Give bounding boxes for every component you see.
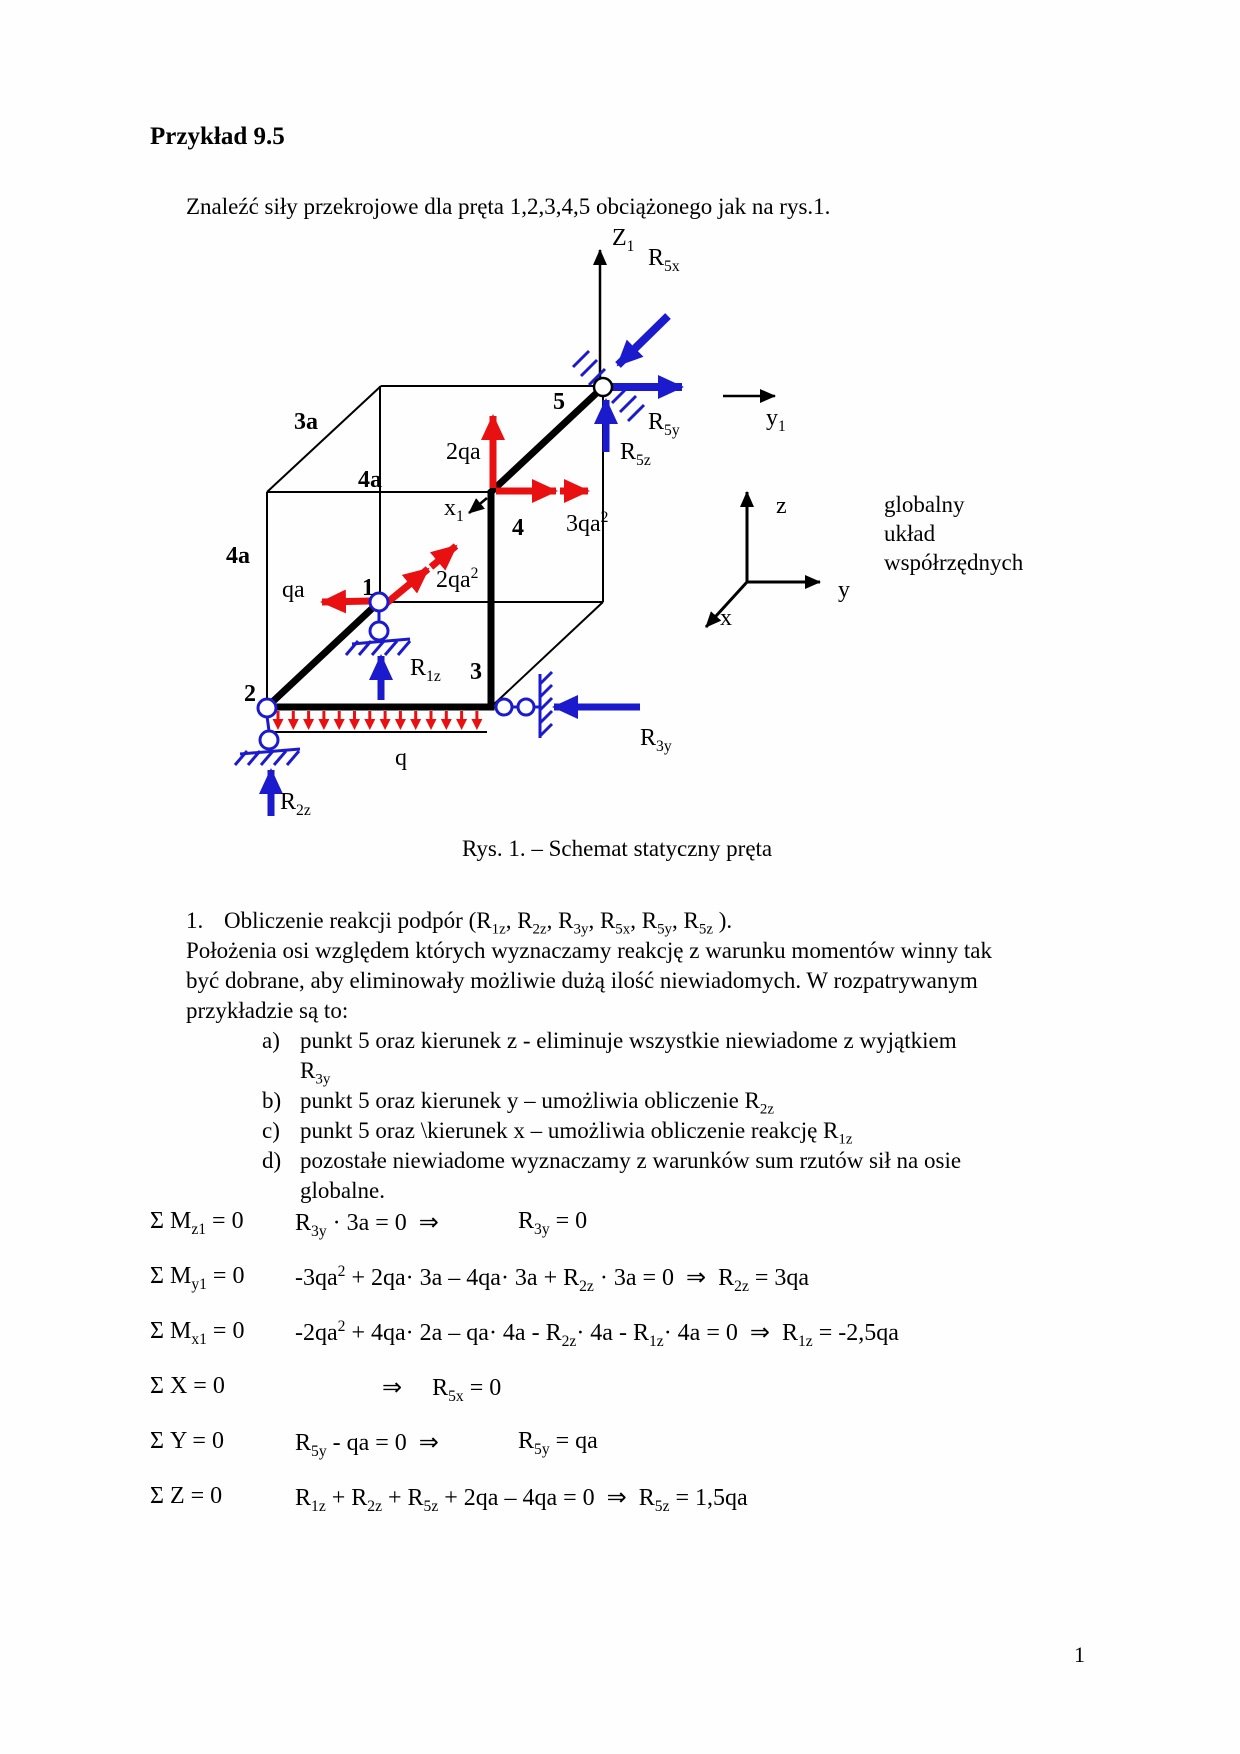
pin-node1-support: [370, 622, 388, 640]
equation-sum-x-lhs: Σ X = 0: [150, 1373, 225, 1399]
reaction-r3y-label: $R_{3y}$: [640, 725, 672, 755]
equation-sum-x: [150, 1373, 1150, 1428]
axis-y1-label: $y_1$: [766, 405, 786, 435]
reaction-r5z-label: $R_{5z}$: [620, 439, 651, 469]
distributed-load-q-label: q: [395, 745, 407, 771]
pin-node2-support: [260, 731, 278, 749]
equation-sum-my1: [150, 1263, 1150, 1318]
moment-2qa2-arrow-1: [383, 569, 428, 606]
equation-sum-mz1-lhs: Σ $M_{z1} = 0$: [150, 1208, 244, 1238]
equation-sum-z-lhs: Σ Z = 0: [150, 1483, 223, 1509]
section-1: [186, 906, 993, 1206]
equation-sum-my1-mid: $-3qa^2 + 2qa\cdot 3a - 4qa\cdot 3a + R_{2z} \cdot 3a = 0$ ⇒ $R_{2z} = 3qa$: [295, 1263, 810, 1295]
moment-3qa2-label: $3qa^2$: [566, 509, 609, 537]
global-frame-caption-line3: współrzędnych: [884, 550, 1024, 575]
list-item-d-marker: d): [262, 1148, 282, 1173]
dim-4a-top-label: 4a: [358, 467, 382, 493]
equation-sum-x-mid: ⇒ $R_{5x} = 0$: [382, 1375, 502, 1405]
equation-sum-y-lhs: Σ Y = 0: [150, 1428, 224, 1454]
list-item-a-text: punkt 5 oraz kierunek z - eliminuje wszystkie niewiadome z wyjątkiem $R_{3y}$: [300, 1028, 957, 1088]
force-2qa-label: 2qa: [446, 439, 481, 465]
equations-block: [150, 1208, 1150, 1538]
pin-node5: [594, 378, 612, 396]
equation-sum-y-result: $R_{5y}$ = qa: [518, 1428, 598, 1458]
axis-z1-label: $Z_1$: [612, 225, 635, 255]
section-1-number: 1.: [186, 908, 204, 933]
moment-2qa2-label: $2qa^2$: [436, 565, 479, 593]
list-item-a-marker: a): [262, 1028, 280, 1053]
node3-label: 3: [470, 659, 482, 685]
equation-sum-mx1-lhs: Σ $M_{x1} = 0$: [150, 1318, 245, 1348]
figure-caption: Rys. 1. – Schemat statyczny pręta: [462, 836, 773, 861]
global-z-label: z: [776, 493, 787, 519]
distributed-load-q: [273, 711, 483, 730]
reaction-r5y-label: $R_{5y}$: [648, 409, 680, 439]
reaction-r2z-label: $R_{2z}$: [280, 789, 311, 819]
node1-label: 1: [362, 575, 374, 601]
equation-sum-mz1-mid: $R_{3y} \cdot 3a = 0$ ⇒: [295, 1210, 439, 1240]
equation-sum-mx1-mid: $-2qa^2 + 4qa\cdot 2a - qa\cdot 4a - R_{2z}\cdot 4a - R_{1z}\cdot 4a = 0$ ⇒ $R_{1z} = -2,5qa$: [295, 1318, 899, 1350]
pin-node3-b: [518, 699, 534, 715]
pin-node2: [258, 699, 276, 717]
equation-sum-mz1: [150, 1208, 1150, 1263]
list-item-b: [262, 1086, 986, 1116]
force-qa-arrow: [322, 601, 371, 602]
global-x-label: x: [720, 605, 732, 631]
list-item-d-text: pozostałe niewiadome wyznaczamy z warunków sum rzutów sił na osie globalne.: [300, 1148, 962, 1203]
reaction-r5x-arrow: [618, 316, 668, 365]
list-item-a: [262, 1026, 986, 1086]
reaction-r5x-label: $R_{5x}$: [648, 245, 680, 275]
equation-sum-y-mid: $R_{5y}$ - qa = 0 ⇒: [295, 1430, 439, 1460]
force-qa-label: qa: [282, 577, 305, 603]
dim-3a-label: 3a: [294, 409, 318, 435]
moment-2qa2-arrow-2: [431, 546, 456, 567]
equation-sum-y: [150, 1428, 1150, 1483]
global-y-label: y: [838, 577, 850, 603]
node5-label: 5: [553, 389, 565, 415]
list-item-c-marker: c): [262, 1118, 280, 1143]
section-1-title: Obliczenie reakcji podpór ($R_{1z}$, $R_{2z}$, $R_{3y}$, $R_{5x}$, $R_{5y}$, $R_{5z}$ ).: [224, 908, 733, 938]
section-1-paragraph: Położenia osi względem których wyznaczamy reakcję z warunku momentów winny tak być dobrane, aby eliminowały możliwie dużą ilość niewiadomych. W rozpatrywanym przykładzie są to:: [186, 938, 993, 1023]
global-frame-caption: [884, 490, 1023, 577]
equation-sum-z: [150, 1483, 1150, 1538]
page-number: 1: [1074, 1642, 1085, 1667]
global-frame-caption-line1: globalny: [884, 492, 965, 517]
section-1-heading: [186, 906, 986, 936]
global-frame-caption-line2: układ: [884, 521, 936, 546]
equation-sum-my1-lhs: Σ $M_{y1} = 0$: [150, 1263, 245, 1293]
section-1-list: [186, 1026, 986, 1206]
list-item-c: [262, 1116, 986, 1146]
dim-4a-left-label: 4a: [226, 543, 250, 569]
page-title: Przykład 9.5: [150, 123, 285, 150]
equation-sum-mz1-result: $R_{3y} = 0$: [518, 1208, 588, 1238]
node4-label: 4: [512, 515, 524, 541]
equation-sum-mx1: [150, 1318, 1150, 1373]
axis-x1-arrow: [469, 498, 487, 513]
list-item-d: [262, 1146, 986, 1206]
axis-x1-label: $x_1$: [444, 495, 464, 525]
list-item-c-text: punkt 5 oraz \kierunek x – umożliwia obliczenie reakcję $R_{1z}$: [300, 1118, 853, 1148]
pin-node3-a: [496, 699, 512, 715]
task-statement: Znaleźć siły przekrojowe dla pręta 1,2,3,4,5 obciążonego jak na rys.1.: [186, 194, 831, 219]
reaction-r1z-label: $R_{1z}$: [410, 655, 441, 685]
equation-sum-z-mid: $R_{1z} + R_{2z} + R_{5z} + 2qa - 4qa = 0$ ⇒ $R_{5z} = 1,5qa$: [295, 1485, 748, 1515]
list-item-b-marker: b): [262, 1088, 282, 1113]
list-item-b-text: punkt 5 oraz kierunek y – umożliwia obliczenie $R_{2z}$: [300, 1088, 774, 1118]
node2-label: 2: [244, 681, 256, 707]
